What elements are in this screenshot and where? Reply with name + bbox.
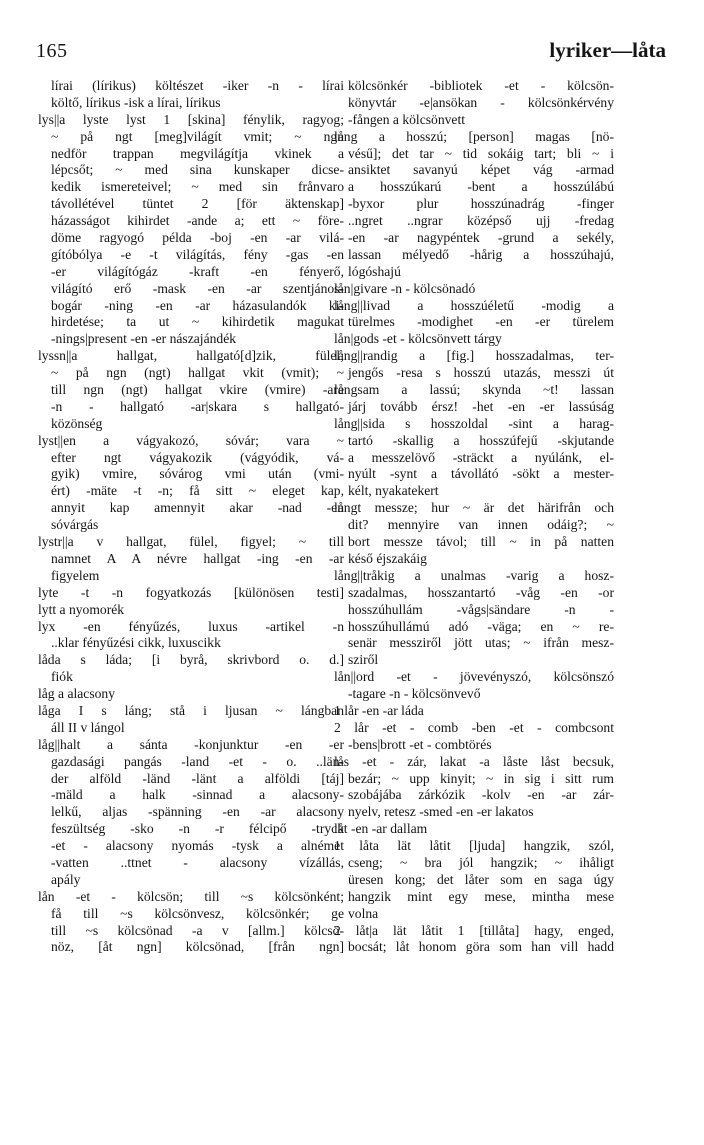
entry-line: figyelem [51,567,100,583]
entry-line: bocsát; låt honom göra som han vill hadd [348,939,614,955]
right-column [334,78,614,956]
entry-line: nyelv, retesz -smed -en -er lakatos [348,804,534,820]
entry-line: lyte -t -n fogyatkozás [különösen testi] [38,584,344,600]
entry-line: szadalmas, hosszantartó -våg -en -or [348,584,614,600]
entry-line: lírai (lírikus) költészet -iker -n - lírai [51,78,344,93]
entry-line: apály [51,871,81,887]
entry-line: ~ på ngn (ngt) hallgat vkit (vmit); ~ [51,365,344,381]
entry-line: fiók [51,669,73,685]
entry-line: költő, lírikus -isk a lírai, lírikus [51,94,221,110]
entry-line: lépcsőt; ~ med sina kunskaper dicse- [51,162,344,178]
entry-line: türelmes -modighet -en -er türelem [348,314,614,330]
entry-line: sziről [348,652,379,668]
entry-line: namnet A A névre hallgat -ing -en -ar [51,550,344,566]
entry-line: távollétével tüntet 2 [för äktenskap] [51,196,344,212]
entry-line: -n - hallgató -ar|skara s hallgató- [51,398,344,414]
entry-line: -nings|present -en -er nászajándék [51,331,237,347]
entry-line: låg a alacsony [38,686,115,702]
entry-line: långt messze; hur ~ är det härifrån och [334,500,614,516]
entry-line: ~ på ngt [meg]világít vmit; ~ ngn [51,128,344,144]
entry-line: döme ragyogó példa -boj -en -ar vilá- [51,230,344,246]
entry-line: késő éjszakáig [348,550,427,566]
entry-line: lytt a nyomorék [38,601,125,617]
page-number: 165 [36,40,68,62]
entry-line: kedik ismereteivel; ~ med sin frånvaro [51,179,344,195]
entry-line: låga I s láng; stå i ljusan ~ lángban [38,702,344,718]
entry-line: lån -et - kölcsön; till ~s kölcsönként; [38,888,344,904]
entry-line: hirdetése; ta ut ~ kihirdetik magukat [51,314,344,330]
entry-line: lyssn||a hallgat, hallgató[d]zik, fülel; [38,348,344,364]
entry-line: lelkű, aljas -spänning -en -ar alacsony [51,804,344,820]
entry-line: vésű]; det tar ~ tid sokáig tart; bli ~ i [348,145,614,161]
entry-line: -bens|brott -et - combtörés [348,736,492,752]
entry-line: lystr||a v hallgat, fülel, figyel; ~ till [38,534,344,550]
entry-line: långsam a lassú; skynda ~t! lassan [334,382,614,398]
entry-line: ..ngret ..ngrar középső ujj -fredag [348,213,614,229]
entry-line: till ~s kölcsönad -a v [allm.] kölcsö- [51,922,344,938]
entry-line: gazdasági pangás -land -et - o. ..län- [51,753,344,769]
entry-line: hangzik mint egy mese, mintha mese [348,888,614,904]
entry-line: hosszúhullám -vågs|sändare -n - [348,601,614,617]
entry-line: der alföld -länd -länt a alföldi [táj] [51,770,344,786]
entry-line: a hosszúkarú -bent a hosszúlábú [348,179,614,195]
entry-line: bogár -ning -en -ar házasulandók ki- [51,297,344,313]
entry-line: sóvárgás [51,517,99,533]
entry-line: dit? mennyire van innen odáig?; ~ [348,517,614,533]
entry-line: låg||halt a sánta -konjunktur -en -er [38,736,344,752]
entry-line: -tagare -n - kölcsönvevő [348,686,481,702]
entry-line: járj tovább érsz! -het -en -er lassúság [348,398,614,414]
entry-line: få till ~s kölcsönvesz, kölcsönkér; ge [51,905,344,921]
entry-line: áll II v lángol [51,719,125,735]
entry-line: 1 låta lät låtit [ljuda] hangzik, szól, [334,838,614,854]
left-column [38,78,344,956]
entry-line: senär messziről jött utas; ~ ifrån mesz- [348,635,614,651]
entry-line: lång||tråkig a unalmas -varig a hosz- [334,567,614,583]
entry-line: lyst||en a vágyakozó, sóvár; vara ~ [38,432,344,448]
entry-line: jengős -resa s hosszú utazás, messzi út [348,365,614,381]
entry-line: lyx -en fényűzés, luxus -artikel -n [38,618,344,634]
entry-line: låda s láda; [i byrå, skrivbord o. d.] [38,652,344,668]
entry-line: -fången a kölcsönvett [348,111,466,127]
entry-line: nedför trappan megvilágítja vkinek a [51,145,344,161]
entry-line: lång a hosszú; [person] magas [nö- [334,128,614,144]
entry-line: ért) -mäte -t -n; få sitt ~ eleget kap, [51,483,344,499]
guide-words: lyriker—låta [549,38,666,62]
entry-line: lång||livad a hosszúéletű -modig a [334,297,614,313]
entry-line: gítóbólya -e -t világítás, fény -gas -en [51,246,344,262]
entry-line: a messzelövő -sträckt a nyúlánk, el- [348,449,614,465]
entry-line: lån|givare -n - kölcsönadó [334,280,476,296]
entry-line: üresen kong; det låter som en saga úgy [348,871,614,887]
entry-line: lógóshajú [348,263,401,279]
entry-line: feszültség -sko -n -r félcipő -tryck [51,821,344,837]
entry-line: bezár; ~ upp kinyit; ~ in sig i sitt rum [348,770,614,786]
entry-line: lås -et - zár, lakat -a låste låst becsuk, [334,753,614,769]
entry-line: ansiktet savanyú képet vág -armad [348,162,614,178]
entry-line: lys||a lyste lyst 1 [skina] fénylik, ragyog; [38,111,344,127]
entry-line: hosszúhullámú adó -väga; en ~ re- [348,618,614,634]
entry-line: ..klar fényűzési cikk, luxuscikk [51,635,221,651]
entry-line: annyit kap amennyit akar -nad -en [51,500,344,516]
entry-line: közönség [51,415,103,431]
entry-line: lån||ord -et - jövevényszó, kölcsönszó [334,669,614,685]
entry-line: -mäld a halk -sinnad a alacsony- [51,787,344,803]
entry-line: 2 lår -et - comb -ben -et - combcsont [334,719,614,735]
entry-line: volna [348,905,379,921]
entry-line: 2 låt|a lät låtit 1 [tillåta] hagy, enged, [334,922,614,938]
entry-line: -byxor plur hosszúnadrág -finger [348,196,614,212]
entry-line: -er világítógáz -kraft -en fényerő, [51,263,344,279]
page-header [36,38,666,68]
entry-line: kélt, nyakatekert [348,483,439,499]
entry-line: lång||randig a [fig.] hosszadalmas, ter- [334,348,614,364]
entry-line: kölcsönkér -bibliotek -et - kölcsön- [348,78,614,93]
entry-line: -vatten ..ttnet - alacsony vízállás, [51,854,344,870]
entry-line: efter ngt vágyakozik (vágyódik, vá- [51,449,344,465]
entry-line: gyik) vmire, sóvárog vmi után (vmi- [51,466,344,482]
entry-line: világító erő -mask -en -ar szentjános- [51,280,344,296]
entry-line: lång||sida s hosszoldal -sint a harag- [334,415,614,431]
entry-line: nyúlt -synt a távollátó -sökt a mester- [348,466,614,482]
entry-line: 1 lår -en -ar láda [334,702,424,718]
entry-line: szobájába zárkózik -kolv -en -ar zár- [348,787,614,803]
entry-line: låt -en -ar dallam [334,821,428,837]
entry-line: till ngn (ngt) hallgat vkire (vmire) -are [51,382,344,398]
entry-line: könyvtár -e|ansökan - kölcsönkérvény [348,94,614,110]
entry-line: házasságot kihirdet -ande a; ett ~ före- [51,213,344,229]
entry-line: -en -ar nagypéntek -grund a sekély, [348,230,614,246]
entry-line: lassan mélyedő -hårig a hosszúhajú, [348,246,614,262]
entry-line: bort messze távol; till ~ in på natten [348,534,614,550]
entry-line: tartó -skallig a hosszúfejű -skjutande [348,432,614,448]
entry-line: -et - alacsony nyomás -tysk a alnémet [51,838,344,854]
entry-line: cseng; ~ bra jól hangzik; ~ ihåligt [348,854,614,870]
entry-line: lån|gods -et - kölcsönvett tárgy [334,331,502,347]
entry-line: nöz, [åt ngn] kölcsönad, [från ngn] [51,939,344,955]
